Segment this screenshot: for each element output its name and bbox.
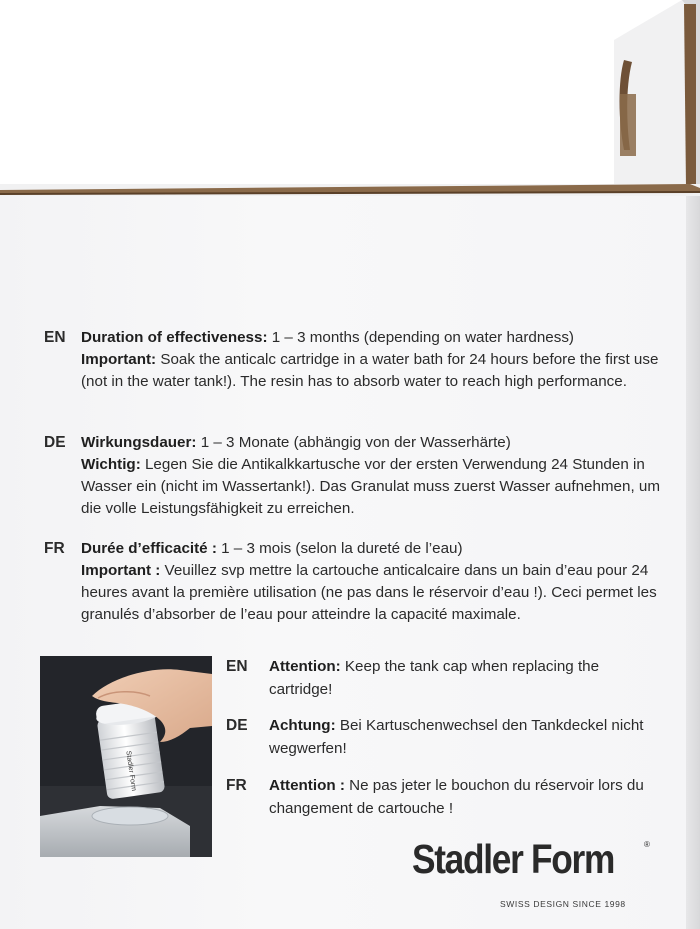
attention-label: Achtung: bbox=[269, 717, 336, 734]
lang-code: FR bbox=[44, 540, 65, 557]
duration-text: 1 – 3 Monate (abhängig von der Wasserhärte) bbox=[196, 434, 511, 451]
box-side-edge bbox=[686, 180, 700, 929]
important-text: Soak the anticalc cartridge in a water bath for 24 hours before the first use (not in the water tank!). The resin has to absorb water to reach high performance. bbox=[81, 351, 659, 390]
product-photo bbox=[40, 656, 212, 857]
duration-label: Wirkungsdauer: bbox=[81, 434, 197, 451]
photo-illustration bbox=[40, 656, 212, 857]
lang-code: EN bbox=[226, 658, 248, 675]
duration-text: 1 – 3 mois (selon la dureté de l’eau) bbox=[216, 540, 463, 557]
duration-label: Durée d’efficacité : bbox=[81, 540, 217, 557]
logo-wordmark: Stadler Form bbox=[412, 836, 615, 882]
brand-logo bbox=[412, 836, 652, 916]
duration-text: 1 – 3 months (depending on water hardness) bbox=[267, 329, 574, 346]
cartridge-label: Stadler Form bbox=[124, 750, 137, 792]
section-text bbox=[81, 432, 661, 520]
important-text: Veuillez svp mettre la cartouche anticalcaire dans un bain d’eau pour 24 heures avant la première utilisation (ne pas dans le réservoir d’eau !). Ceci permet les granulés d’absorber de l’eau pour atteindre la capacité maximale. bbox=[81, 562, 657, 623]
attention-text bbox=[269, 774, 659, 820]
section-text bbox=[81, 538, 661, 626]
important-label: Wichtig: bbox=[81, 456, 141, 473]
lang-code: DE bbox=[44, 434, 66, 451]
lang-code: EN bbox=[44, 329, 66, 346]
attention-body: Bei Kartuschenwechsel den Tankdeckel nicht wegwerfen! bbox=[269, 717, 644, 757]
lang-code: FR bbox=[226, 777, 247, 794]
lang-code: DE bbox=[226, 717, 248, 734]
registered-mark: ® bbox=[644, 840, 650, 849]
attention-text bbox=[269, 714, 659, 760]
attention-text bbox=[269, 655, 659, 701]
cardboard-edge bbox=[0, 184, 700, 196]
section-text bbox=[81, 327, 661, 393]
important-text: Legen Sie die Antikalkkartusche vor der ersten Verwendung 24 Stunden in Wasser ein (nicht im Wassertank!). Das Granulat muss zuerst Wasser aufnehmen, um die volle Leistungsfähigkeit zu erreichen. bbox=[81, 456, 660, 517]
box-top-flap bbox=[600, 0, 700, 200]
important-label: Important : bbox=[81, 562, 161, 579]
attention-label: Attention: bbox=[269, 658, 341, 675]
attention-label: Attention : bbox=[269, 777, 345, 794]
logo-tagline: SWISS DESIGN SINCE 1998 bbox=[500, 899, 626, 909]
duration-label: Duration of effectiveness: bbox=[81, 329, 268, 346]
attention-body: Ne pas jeter le bouchon du réservoir lors du changement de cartouche ! bbox=[269, 777, 644, 817]
important-label: Important: bbox=[81, 351, 157, 368]
attention-body: Keep the tank cap when replacing the cartridge! bbox=[269, 658, 600, 698]
